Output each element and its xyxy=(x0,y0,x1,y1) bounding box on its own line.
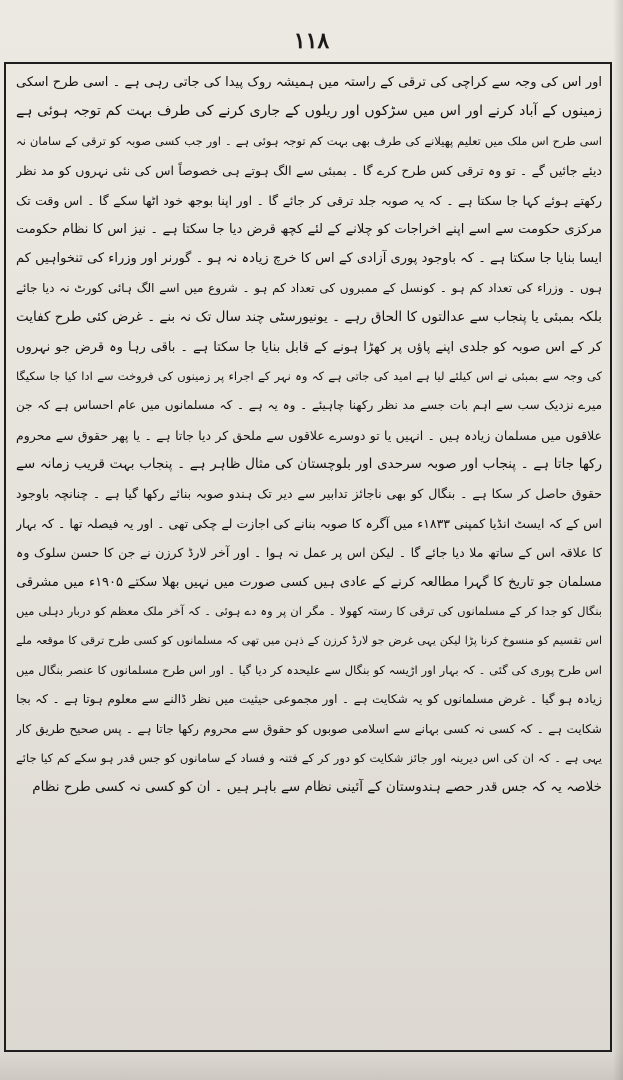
text-line: علاقوں میں مسلمان زیادہ ہیں ۔ انہیں یا تو دوسرے علاقوں سے ملحق کر دیا جاتا ہے ۔ یا پھر حقوق سے محروم xyxy=(16,427,602,443)
scan-shadow-bottom xyxy=(0,1052,623,1080)
text-line: رکھا جاتا ہے ۔ پنجاب اور صوبہ سرحدی اور بلوچستان کی مثال ظاہر ہے ۔ پنجاب بہت قریب زمانہ سے xyxy=(16,456,602,473)
text-line: ایسا بنایا جا سکتا ہے ۔ کہ باوجود پوری آزادی کے اس کا خرچ زیادہ نہ ہو ۔ گورنر اور وزراء کی تنخواہیں کم xyxy=(16,251,602,267)
text-line: حقوق حاصل کر سکا ہے ۔ بنگال کو بھی ناجائز تدابیر سے دیر تک ہندو صوبہ بنائے رکھا گیا ہے ۔ چنانچہ باوجود xyxy=(16,486,602,502)
text-line: کر کے اس صوبہ کو جلدی اپنے پاؤں پر کھڑا ہونے کے قابل بنایا جا سکتا ہے ۔ باقی رہا وہ قرض جو نہروں xyxy=(16,339,602,355)
text-line: مرکزی حکومت سے اسے اپنے اخراجات کو چلانے کے لئے کچھ قرض دیا جا سکتا ہے ۔ نیز اس کا نظام حکومت xyxy=(16,221,602,237)
text-line: اس طرح پوری کی گئی ۔ کہ بہار اور اڑیسہ کو بنگال سے علیحدہ کر دیا گیا ۔ اور اس طرح مسلمانوں کا عنصر بنگال میں xyxy=(16,662,602,677)
text-line: کی وجہ سے بمبئی نے اس کیلئے لیا ہے امید کی جاتی ہے کہ وہ نہر کے اجراء پر زمینوں کی فروخت سے ادا کیا جا سکیگا xyxy=(16,368,602,383)
text-line: مسلمان جو تاریخ کا گہرا مطالعہ کرنے کے عادی ہیں کسی صورت میں نہیں بھلا سکتے ۱۹۰۵ء میں مشرقی xyxy=(16,574,602,590)
text-line: شکایت ہے ۔ کہ کسی نہ کسی بہانے سے اسلامی صوبوں کو حقوق سے محروم رکھا جاتا ہے ۔ پس صحیح طریق کار xyxy=(16,721,602,736)
text-line: اور اس کی وجہ سے کراچی کی ترقی کے راستہ میں ہمیشہ روک پیدا کی جاتی رہی ہے ۔ اسی طرح اسکی xyxy=(16,75,602,90)
text-line: اسی طرح اس ملک میں تعلیم پھیلانے کی طرف بھی بہت کم توجہ ہوئی ہے ۔ اور جب کسی صوبہ کو ترقی کے سامان نہ xyxy=(16,133,602,148)
text-line: اس کے کہ ایسٹ انڈیا کمپنی ۱۸۳۳ء میں آگرہ کا صوبہ بنانے کی اجازت لے چکی تھی ۔ اور یہ فیصلہ تھا ۔ کہ بہار xyxy=(16,515,602,531)
text-line: خلاصہ یہ کہ جس قدر حصے ہندوستان کے آئینی نظام سے باہر ہیں ۔ ان کو کسی نہ کسی طرح نظام xyxy=(32,779,602,796)
text-line: زمینوں کے آباد کرنے اور اس میں سڑکوں اور ریلوں کے جاری کرنے کی طرف بہت کم توجہ ہوئی ہے xyxy=(16,103,602,120)
text-line: زیادہ ہو گیا ۔ غرض مسلمانوں کو یہ شکایت ہے ۔ اور مجموعی حیثیت میں نظر ڈالنے سے معلوم ہوتا ہے ۔ کہ بجا xyxy=(16,692,602,707)
page-number: ۱۱۸ xyxy=(293,28,330,54)
text-line: دیئے جائیں گے ۔ تو وہ ترقی کس طرح کرے گا ۔ بمبئی سے الگ ہوتے ہی خصوصاً اس کی نئی نہروں کو مد نظر xyxy=(16,163,602,179)
text-line: اس تقسیم کو منسوخ کرنا پڑا لیکن یہی غرض جو لارڈ کرزن کے ذہن میں تھی کہ مسلمانوں کو کسی طرح ترقی کا موقعہ ملے xyxy=(16,634,602,648)
text-line: میرے نزدیک سب سے اہم بات جسے مد نظر رکھنا چاہیئے ۔ وہ یہ ہے ۔ کہ مسلمانوں میں عام احساس ہے کہ جن xyxy=(16,398,602,413)
urdu-text-body xyxy=(16,68,602,803)
text-line: یہی ہے ۔ کہ ان کی اس دیرینہ اور جائز شکایت کو دور کر کے فتنہ و فساد کے سامانوں کو جس قدر ہو سکے کم کیا جائے xyxy=(16,750,602,765)
scan-shadow-edge xyxy=(613,0,623,1080)
text-frame xyxy=(4,62,612,1052)
text-line: کا علاقہ اس کے ساتھ ملا دیا جائے گا ۔ لیکن اس پر عمل نہ ہوا ۔ اور آخر لارڈ کرزن نے جن کا حسن سلوک وہ xyxy=(16,545,602,561)
text-line: ہوں ۔ وزراء کی تعداد کم ہو ۔ کونسل کے ممبروں کی تعداد کم ہو ۔ شروع میں اسے الگ ہائی کورٹ نہ دیا جائے xyxy=(16,280,602,295)
text-line: بلکہ بمبئی یا پنجاب سے عدالتوں کا الحاق رہے ۔ یونیورسٹی چند سال تک نہ بنے ۔ غرض کئی طرح کفایت xyxy=(16,309,602,326)
text-line: رکھتے ہوئے کہا جا سکتا ہے ۔ کہ یہ صوبہ جلد ترقی کر جائے گا ۔ اور اپنا بوجھ خود اٹھا سکے گا ۔ اس وقت تک xyxy=(16,192,602,208)
text-line: بنگال کو جدا کر کے مسلمانوں کی ترقی کا رستہ کھولا ۔ مگر ان پر وہ دے ہوئی ۔ کہ آخر ملک معظم کو دربار دہلی میں xyxy=(16,604,602,619)
